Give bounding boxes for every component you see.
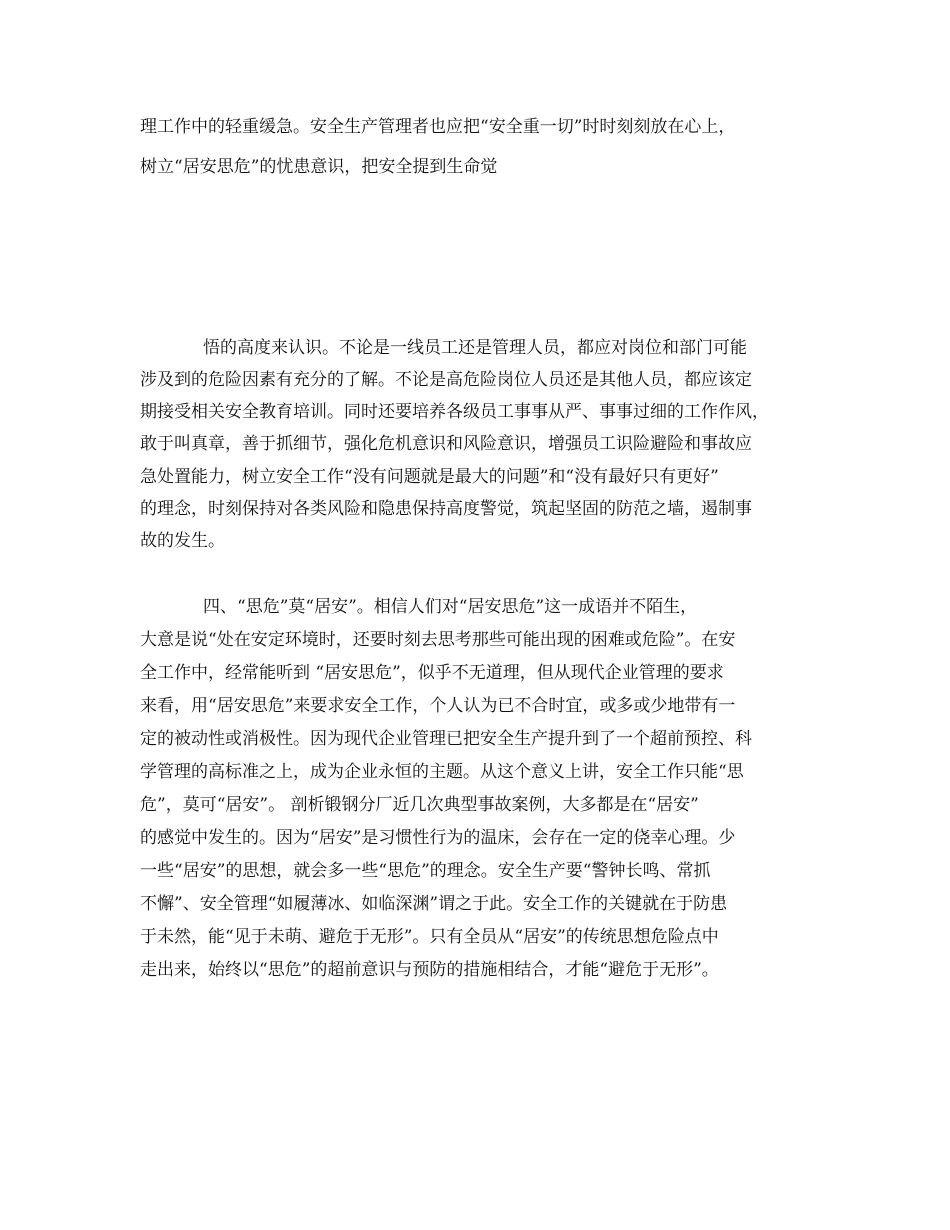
text-line: 涉及到的危险因素有充分的了解。不论是高危险岗位人员还是其他人员，都应该定	[140, 370, 752, 390]
text-line: 不懈”、安全管理“如履薄冰、如临深渊”谓之于此。安全工作的关键就在于防患	[140, 894, 728, 914]
text-line: 树立“居安思危”的忧患意识，把安全提到生命觉	[140, 157, 498, 177]
text-line: 走出来，始终以“思危”的超前意识与预防的措施相结合，才能“避危于无形”。	[140, 960, 719, 980]
text-line: 一些“居安”的思想，就会多一些“思危”的理念。安全生产要“警钟长鸣、常抓	[140, 861, 711, 881]
text-line: 于未然，能“见于未萌、避危于无形”。只有全员从“居安”的传统思想危险点中	[140, 927, 719, 947]
text-line: 学管理的高标准之上，成为企业永恒的主题。从这个意义上讲，安全工作只能“思	[140, 762, 744, 782]
text-line: 四、“思危”莫“居安”。相信人们对“居安思危”这一成语并不陌生，	[203, 597, 698, 617]
text-line: 的理念，时刻保持对各类风险和隐患保持高度警觉，筑起坚固的防范之墙，遏制事	[140, 499, 752, 519]
text-line: 急处置能力，树立安全工作“没有问题就是最大的问题”和“没有最好只有更好”	[140, 467, 719, 487]
text-line: 大意是说“处在安定环境时，还要时刻去思考那些可能出现的困难或危险”。在安	[140, 630, 736, 650]
text-line: 全工作中，经常能听到 “居安思危”，似乎不无道理，但从现代企业管理的要求	[140, 663, 724, 683]
text-line: 来看，用“居安思危”来要求安全工作，个人认为已不合时宜，或多或少地带有一	[140, 696, 736, 716]
text-line: 的感觉中发生的。因为“居安”是习惯性行为的温床，会存在一定的侥幸心理。少	[140, 828, 736, 848]
text-line: 理工作中的轻重缓急。安全生产管理者也应把“安全重一切”时时刻刻放在心上，	[140, 117, 736, 137]
text-line: 悟的高度来认识。不论是一线员工还是管理人员，都应对岗位和部门可能	[203, 338, 747, 358]
text-line: 期接受相关安全教育培训。同时还要培养各级员工事事从严、事事过细的工作作风，	[140, 402, 769, 422]
text-line: 敢于叫真章，善于抓细节，强化危机意识和风险意识，增强员工识险避险和事故应	[140, 434, 752, 454]
text-line: 定的被动性或消极性。因为现代企业管理已把安全生产提升到了一个超前预控、科	[140, 729, 752, 749]
text-line: 故的发生。	[140, 531, 225, 551]
text-line: 危”，莫可“居安”。 剖析锻钢分厂近几次典型事故案例，大多都是在“居安”	[140, 795, 699, 815]
